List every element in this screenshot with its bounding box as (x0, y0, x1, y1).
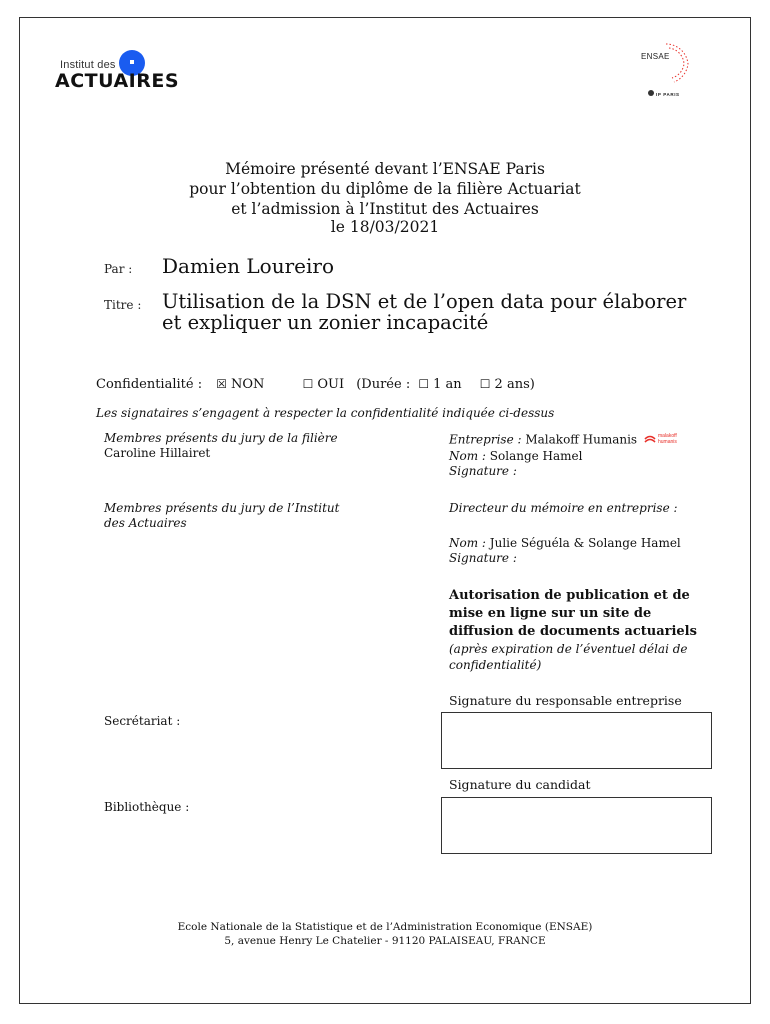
institut-logo-small-text: Institut des (60, 59, 116, 71)
auth-line-2: mise en ligne sur un site de (449, 606, 652, 621)
memoire-heading (100, 159, 670, 236)
signature-label-1: Signature : (449, 464, 517, 478)
ensae-logo (636, 40, 702, 104)
oui-label: OUI (317, 377, 345, 392)
two-years-checkbox[interactable]: ☐ (479, 377, 491, 391)
signature-label-2: Signature : (449, 551, 517, 565)
confidentiality-row (96, 377, 539, 392)
sig-responsable-label: Signature du responsable entreprise (449, 693, 682, 708)
entreprise-value: Malakoff Humanis (525, 432, 638, 447)
jury-institut-block (104, 501, 394, 531)
institut-logo-big-text: ACTUAIRES (55, 70, 180, 92)
footer-address (100, 920, 670, 948)
author-label: Par : (104, 262, 133, 276)
duree-label: (Durée : (356, 377, 411, 392)
nom-line-2 (449, 536, 719, 551)
one-year-label: 1 an (433, 377, 462, 392)
two-years-label: 2 ans) (494, 377, 535, 392)
malakoff-logo-line-2: humanis (657, 439, 677, 445)
one-year-checkbox[interactable]: ☐ (418, 377, 430, 391)
ip-paris-badge-icon (648, 90, 654, 96)
oui-checkbox[interactable]: ☐ (302, 377, 314, 391)
confidentiality-label: Confidentialité : (96, 377, 203, 392)
footer-line-2: 5, avenue Henry Le Chatelier - 91120 PALAISEAU, FRANCE (224, 935, 546, 947)
nom-value-2: Julie Séguéla & Solange Hamel (489, 536, 681, 550)
signatories-note: Les signataires s’engagent à respecter la confidentialité indiquée ci-dessus (96, 406, 555, 420)
auth-note-line-2: confidentialité) (449, 658, 542, 672)
nom-label-1: Nom : (449, 449, 486, 463)
malakoff-logo-icon (644, 431, 684, 445)
nom-label-2: Nom : (449, 536, 486, 550)
directeur-memoire-label: Directeur du mémoire en entreprise : (449, 501, 678, 515)
auth-line-3: diffusion de documents actuariels (449, 624, 697, 639)
ip-paris-text: IP PARIS (656, 92, 680, 97)
author-name: Damien Loureiro (162, 254, 334, 278)
directeur-block (449, 536, 719, 566)
ensae-logo-text: ENSAE (641, 52, 670, 61)
nom-value-1: Solange Hamel (489, 449, 583, 463)
thesis-title-line-1: Utilisation de la DSN et de l’open data pour élaborer (162, 290, 687, 313)
heading-line-3: et l’admission à l’Institut des Actuaires (231, 200, 539, 218)
entreprise-line (449, 431, 719, 449)
heading-line-1: Mémoire présenté devant l’ENSAE Paris (225, 160, 545, 178)
jury-institut-label-line-1: Membres présents du jury de l’Institut (104, 501, 340, 515)
jury-filiere-block (104, 431, 394, 461)
thesis-title-line-2: et expliquer un zonier incapacité (162, 311, 489, 334)
jury-institut-label-line-2: des Actuaires (104, 516, 187, 530)
title-label: Titre : (104, 298, 142, 312)
malakoff-humanis-logo (644, 431, 684, 449)
auth-note-line-1: (après expiration de l’éventuel délai de (449, 642, 688, 656)
sig-candidat-label: Signature du candidat (449, 777, 591, 792)
heading-date: le 18/03/2021 (330, 218, 440, 236)
thesis-title (162, 291, 742, 333)
entreprise-block (449, 431, 719, 479)
auth-line-1: Autorisation de publication et de (449, 588, 690, 603)
bibliotheque-label: Bibliothèque : (104, 800, 190, 814)
secretariat-label: Secrétariat : (104, 714, 181, 728)
non-label: NON (231, 377, 265, 392)
heading-line-2: pour l’obtention du diplôme de la filière Actuariat (189, 180, 581, 198)
sig-candidat-box[interactable] (441, 797, 712, 854)
institut-des-actuaires-logo (52, 50, 202, 95)
jury-filiere-label: Membres présents du jury de la filière (104, 431, 338, 445)
publication-authorization (449, 587, 717, 641)
non-checkbox[interactable]: ☒ (216, 377, 227, 391)
publication-authorization-note (449, 641, 717, 673)
footer-line-1: Ecole Nationale de la Statistique et de l’Administration Economique (ENSAE) (177, 921, 593, 933)
malakoff-logo-line-1: malakoff (657, 433, 677, 439)
entreprise-label: Entreprise : (449, 432, 522, 447)
nom-line-1 (449, 449, 719, 464)
jury-filiere-member: Caroline Hillairet (104, 446, 211, 460)
sig-responsable-box[interactable] (441, 712, 712, 769)
